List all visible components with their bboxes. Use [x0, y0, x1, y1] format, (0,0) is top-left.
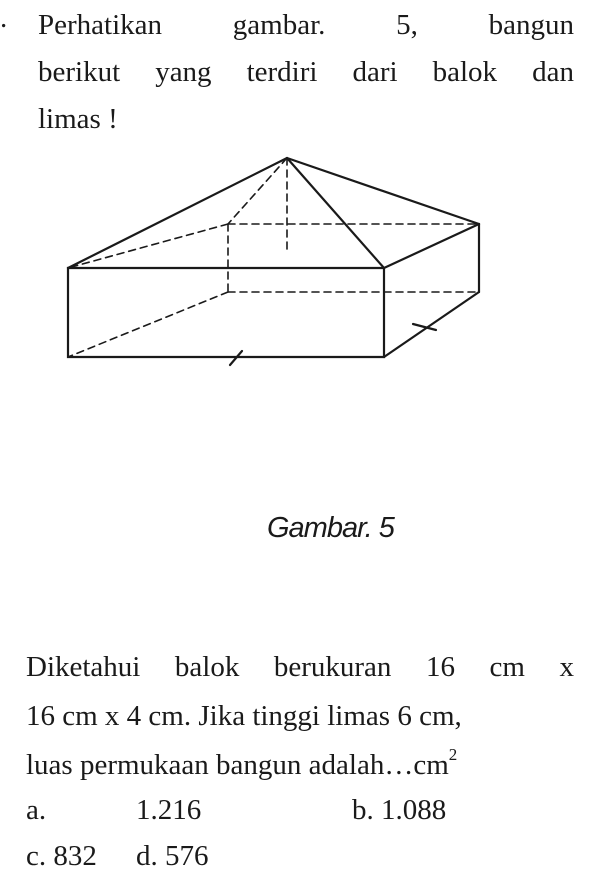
edge	[384, 292, 479, 357]
hidden-edge	[68, 224, 228, 268]
problem-word: x	[559, 651, 574, 683]
problem-line-1	[26, 643, 574, 692]
edge	[384, 224, 479, 268]
edge	[68, 158, 287, 268]
problem-line-2: 16 cm x 4 cm. Jika tinggi limas 6 cm,	[26, 700, 462, 732]
unit-exponent: 2	[448, 745, 458, 764]
problem-line-3	[26, 741, 574, 790]
intro-line-1	[38, 2, 574, 49]
hidden-edge	[228, 158, 287, 224]
question-number: .	[0, 2, 8, 34]
figure-caption: Gambar. 5	[267, 512, 394, 544]
intro-word: Perhatikan	[38, 9, 163, 41]
problem-word: 16	[425, 651, 455, 683]
problem-line-3-text: luas permukaan bangun adalah…cm	[26, 749, 449, 781]
intro-word: dari	[352, 56, 398, 88]
intro-word: balok	[432, 56, 498, 88]
problem-word: berukuran	[273, 651, 392, 683]
problem-statement	[26, 643, 574, 790]
intro-line-3: limas !	[38, 103, 118, 135]
option-a-letter[interactable]: a.	[26, 794, 47, 826]
intro-word: terdiri	[246, 56, 318, 88]
intro-word: berikut	[38, 56, 121, 88]
option-d[interactable]: d. 576	[136, 840, 209, 872]
intro-word: bangun	[488, 9, 574, 41]
option-a-value[interactable]: 1.216	[136, 794, 202, 826]
front-face	[68, 268, 384, 357]
intro-line-2	[38, 49, 574, 96]
intro-word: yang	[155, 56, 212, 88]
intro-word: gambar.	[232, 9, 326, 41]
intro-word: dan	[532, 56, 574, 88]
problem-word: cm	[489, 651, 525, 683]
hidden-edges	[68, 158, 479, 357]
problem-word: Diketahui	[26, 651, 141, 683]
hidden-edge	[68, 292, 228, 357]
intro-word: 5,	[396, 9, 418, 41]
option-b[interactable]: b. 1.088	[352, 794, 447, 826]
problem-word: balok	[174, 651, 240, 683]
question-intro	[38, 2, 574, 143]
option-c[interactable]: c. 832	[26, 840, 97, 872]
cuboid-pyramid-figure	[0, 140, 592, 380]
